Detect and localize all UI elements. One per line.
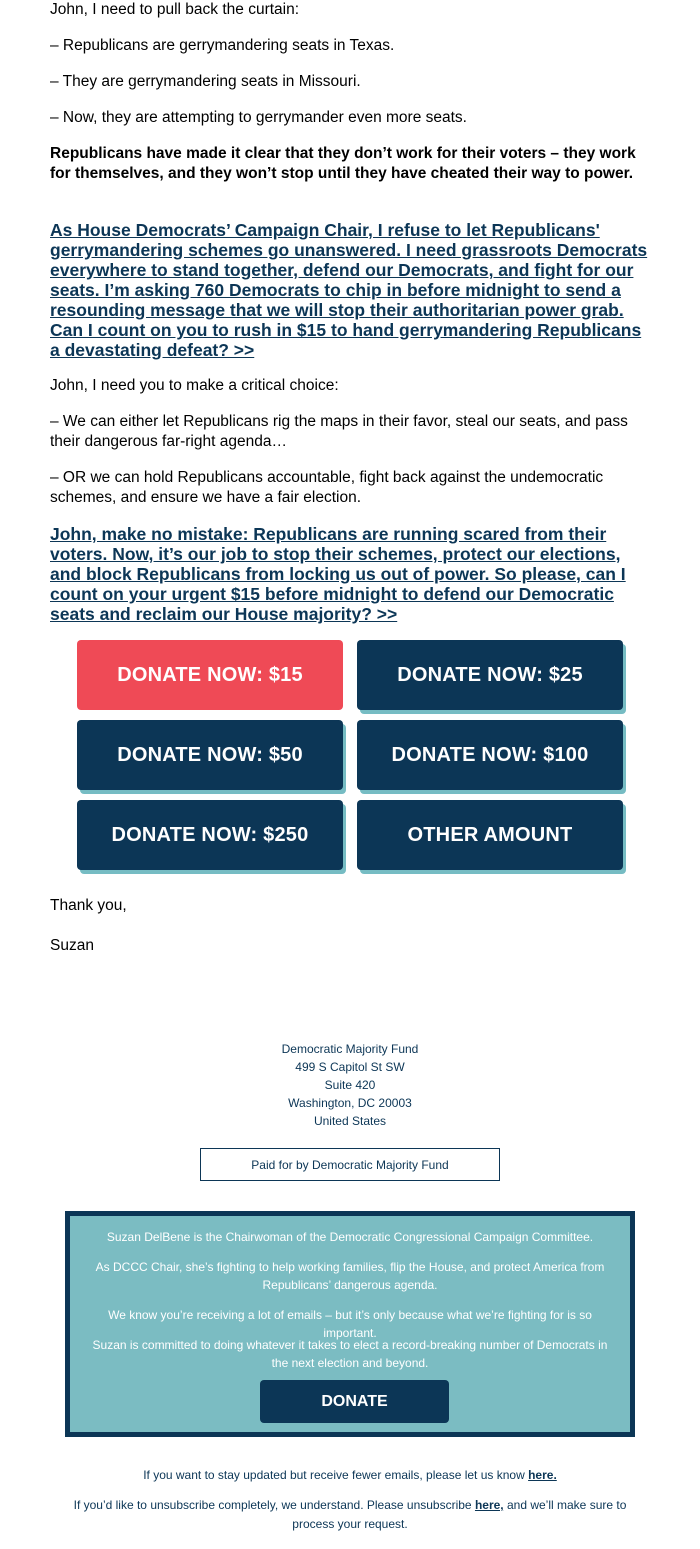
fewer-emails-link[interactable]: here. <box>528 1468 557 1482</box>
cta-link-2[interactable]: John, make no mistake: Republicans are running scared from their voters. Now, it’s our job to stop their schemes, protect our elections, and block Republicans from locking us out of power. So please, can I count on your urgent $15 before midnight to defend our Democratic seats and reclaim our House majority? >> <box>50 524 626 624</box>
address-city: Washington, DC 20003 <box>288 1096 412 1110</box>
choice-option-1: – We can either let Republicans rig the maps in their favor, steal our seats, and pass their dangerous far-right agenda… <box>50 413 628 450</box>
unsubscribe-text-2: and we’ll make sure to process your request. <box>292 1498 627 1531</box>
fewer-emails-text: If you want to stay updated but receive fewer emails, please let us know <box>143 1468 525 1482</box>
unsubscribe-note <box>60 1496 640 1534</box>
donate-100-button[interactable]: DONATE NOW: $100 <box>357 720 623 790</box>
bullet-missouri: – They are gerrymandering seats in Missouri. <box>50 73 361 90</box>
bold-paragraph: Republicans have made it clear that they don’t work for their voters – they work for themselves, and they won’t stop until they have cheated their way to power. <box>50 145 636 182</box>
unsubscribe-text-1: If you’d like to unsubscribe completely, we understand. Please unsubscribe <box>73 1498 472 1512</box>
donate-50-button[interactable]: DONATE NOW: $50 <box>77 720 343 790</box>
fewer-emails-note <box>60 1466 640 1485</box>
bullet-texas: – Republicans are gerrymandering seats in Texas. <box>50 37 395 54</box>
info-donate-button[interactable]: DONATE <box>260 1380 449 1423</box>
donate-15-button[interactable]: DONATE NOW: $15 <box>77 640 343 710</box>
unsubscribe-link[interactable]: here, <box>474 1498 504 1512</box>
address-country: United States <box>313 1114 387 1128</box>
donate-25-button[interactable]: DONATE NOW: $25 <box>357 640 623 710</box>
choice-option-2: – OR we can hold Republicans accountable, fight back against the undemocratic schemes, and ensure we have a fair election. <box>50 469 604 506</box>
info-chairwoman: Suzan DelBene is the Chairwoman of the Democratic Congressional Campaign Committee. <box>106 1230 594 1244</box>
signoff-name: Suzan <box>50 937 94 954</box>
address-org: Democratic Majority Fund <box>281 1042 419 1056</box>
address-suite: Suite 420 <box>324 1078 376 1092</box>
info-committed: Suzan is committed to doing whatever it takes to elect a record-breaking number of Democrats in the next election and beyond. <box>92 1338 608 1370</box>
cta-link-1[interactable]: As House Democrats’ Campaign Chair, I refuse to let Republicans' gerrymandering schemes go unanswered. I need grassroots Democrats everywhere to stand together, defend our Democrats, and fight for our seats. I’m asking 760 Democrats to chip in before midnight to send a resounding message that we will stop their authoritarian power grab. Can I count on you to rush in $15 to hand gerrymandering Republicans a devastating defeat? >> <box>50 220 648 360</box>
bullet-more-seats: – Now, they are attempting to gerrymander even more seats. <box>50 109 467 126</box>
other-amount-button[interactable]: OTHER AMOUNT <box>357 800 623 870</box>
intro-line: John, I need to pull back the curtain: <box>50 1 300 18</box>
address-street: 499 S Capitol St SW <box>295 1060 405 1074</box>
info-dccc-chair: As DCCC Chair, she’s fighting to help working families, flip the House, and protect America from Republicans’ dangerous agenda. <box>95 1260 605 1292</box>
paid-for-disclaimer: Paid for by Democratic Majority Fund <box>200 1148 500 1181</box>
info-emails: We know you’re receiving a lot of emails – but it’s only because what we’re fighting for is so important. <box>108 1308 592 1340</box>
critical-choice-line: John, I need you to make a critical choice: <box>50 377 339 394</box>
donate-250-button[interactable]: DONATE NOW: $250 <box>77 800 343 870</box>
info-box <box>65 1211 635 1437</box>
signoff-thanks: Thank you, <box>50 897 127 914</box>
